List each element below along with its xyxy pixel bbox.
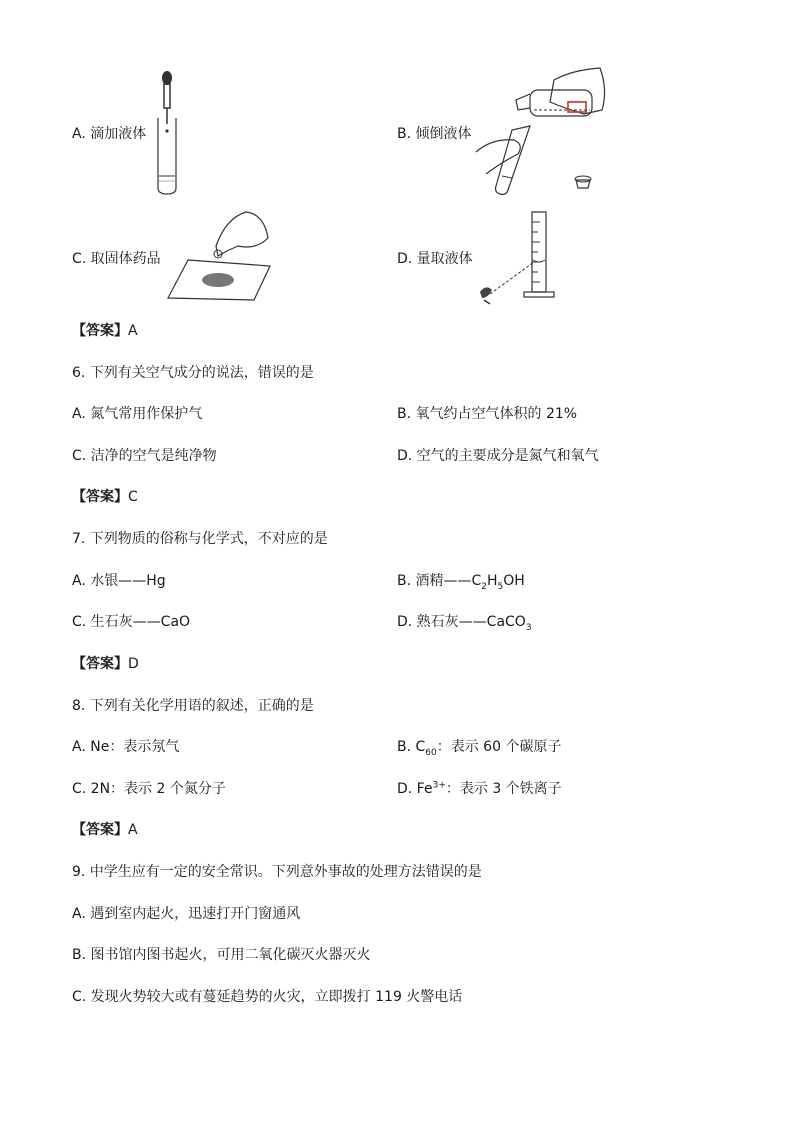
text: H: [487, 573, 498, 589]
q5-option-c-label: C. 取固体药品: [72, 251, 161, 267]
answer-value: A: [128, 323, 138, 339]
answer-value: A: [128, 822, 138, 838]
q8-option-b: [397, 737, 561, 757]
text: B. 酒精——C: [397, 573, 482, 589]
q7-option-a: A. 水银——Hg: [72, 573, 166, 589]
answer-tag: 【答案】: [72, 489, 128, 505]
superscript: 3+: [432, 780, 446, 791]
q7-option-c: C. 生石灰——CaO: [72, 614, 191, 630]
q9-stem: 9. 中学生应有一定的安全常识。下列意外事故的处理方法错误的是: [72, 864, 482, 880]
q7-option-b: [397, 571, 525, 591]
answer-tag: 【答案】: [72, 656, 128, 672]
q6-option-c: C. 洁净的空气是纯净物: [72, 448, 217, 464]
q6-option-b: B. 氧气约占空气体积的 21%: [397, 406, 578, 422]
q7-stem: 7. 下列物质的俗称与化学式，不对应的是: [72, 531, 328, 547]
answer-tag: 【答案】: [72, 822, 128, 838]
text: ：表示 60 个碳原子: [436, 739, 562, 755]
q6-answer: [72, 487, 138, 507]
q5-option-d-label: D. 量取液体: [397, 251, 473, 267]
q5-option-a-label: A. 滴加液体: [72, 126, 147, 142]
q6-option-d: D. 空气的主要成分是氮气和氧气: [397, 448, 599, 464]
answer-value: C: [128, 489, 138, 505]
answer-value: D: [128, 656, 139, 672]
subscript: 2: [481, 581, 488, 592]
q9-option-b: B. 图书馆内图书起火，可用二氧化碳灭火器灭火: [72, 947, 371, 963]
answer-tag: 【答案】: [72, 323, 128, 339]
text: ：表示 3 个铁离子: [445, 781, 562, 797]
q8-option-a: A. Ne：表示氖气: [72, 739, 180, 755]
q8-answer: [72, 820, 138, 840]
q6-option-a: A. 氮气常用作保护气: [72, 406, 203, 422]
solid-sample-paper-figure: [166, 210, 272, 304]
q8-stem: 8. 下列有关化学用语的叙述，正确的是: [72, 698, 314, 714]
subscript: 60: [425, 747, 437, 758]
text: B. C: [397, 739, 426, 755]
q8-option-c: C. 2N：表示 2 个氮分子: [72, 781, 226, 797]
q6-stem: 6. 下列有关空气成分的说法，错误的是: [72, 365, 314, 381]
q7-option-d: [397, 612, 532, 632]
q5-answer: [72, 321, 138, 341]
q5-option-b-label: B. 倾倒液体: [397, 126, 472, 142]
dropper-test-tube-figure: [150, 68, 190, 198]
text: OH: [503, 573, 525, 589]
graduated-cylinder-figure: [476, 210, 568, 308]
text: D. Fe: [397, 781, 433, 797]
pouring-liquid-figure: [472, 62, 612, 202]
q9-option-c: C. 发现火势较大或有蔓延趋势的火灾，立即拨打 119 火警电话: [72, 989, 463, 1005]
q9-option-a: A. 遇到室内起火，迅速打开门窗通风: [72, 906, 301, 922]
text: D. 熟石灰——CaCO: [397, 614, 526, 630]
subscript: 5: [497, 581, 504, 592]
q8-option-d: [397, 779, 562, 799]
subscript: 3: [525, 622, 532, 633]
q7-answer: [72, 654, 139, 674]
